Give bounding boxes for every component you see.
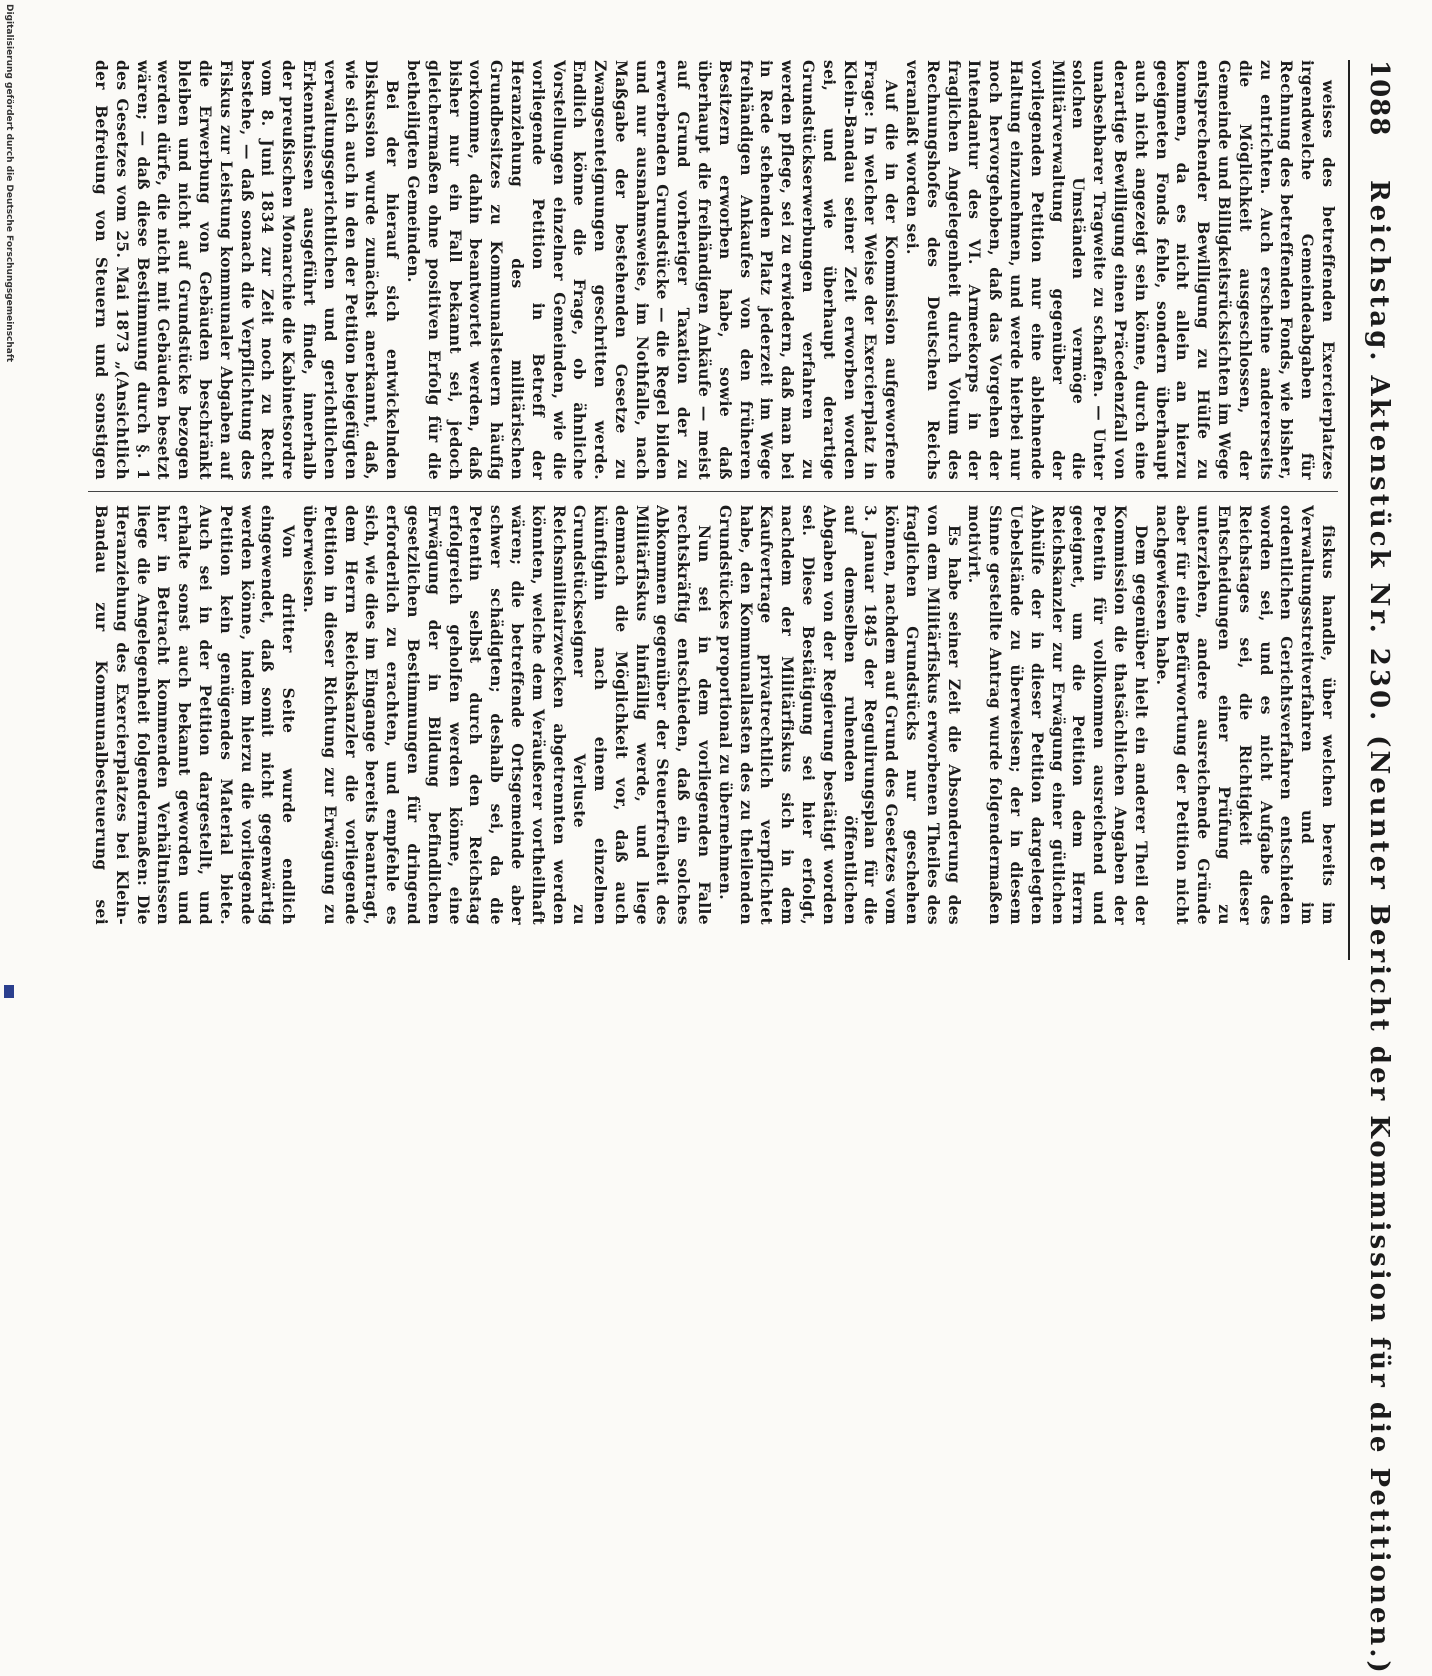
paragraph: Auf die in der Kommission aufgeworfene Frage: In welcher Weise der Exercierplatz in Klein-Bandau seiner Zeit erworben worden sei, und wie überhaupt derartige Grundstückserwerbungen verfahren zu werden pflege, sei zu erwiedern, daß man bei in Rede stehenden Platz jederzeit im Wege freihändigen Ankaufes von den früheren Besitzern erworben habe, sowie daß überhaupt die freihändigen Ankäufe — meist auf Grund vorheriger Taxation der zu erwerbenden Grundstücke — die Regel bilden und nur ausnahmsweise, im Nothfalle, nach Maßgabe der bestehenden Gesetze zu Zwangsenteignungen geschritten werde. Endlich könne die Frage, ob ähnliche Vorstellungen einzelner Gemeinden, wie die vorliegende Petition in Betreff der Heranziehung des militärischen Grundbesitzes zu Kommunalsteuern häufig vorkomme, dahin beantwortet werden, daß bisher nur ein Fall bekannt sei, jedoch gleichermaßen ohne positiven Erfolg für die betheiligten Gemeinden. [403,60,901,480]
page-header [1348,60,1400,1676]
paragraph: Nun sei in dem vorliegenden Falle rechtskräftig entschieden, daß ein solches Abkommen gegenüber der Steuerfreiheit des Militärfiskus hinfällig werde, und liege demnach die Möglichkeit vor, daß auch künftighin nach einem einzelnen Grundstückseigner Verluste zu Reichsmilitairzwecken abgetrennten werden könnten, welche dem Veräußerer vortheilhaft wären; die betreffende Ortsgemeinde aber schwer schädigten; deshalb sei, da die Petentin selbst durch den Reichstag erfolgreich geholfen werden könne, eine Erwägung der in Bildung befindlichen gesetzlichen Bestimmungen für dringend erforderlich zu erachten, und empfehle es sich, wie dies im Eingange bereits beantragt, dem Herrn Reichskanzler die vorliegende Petition in dieser Richtung zur Erwägung zu überweisen. [299,505,714,925]
paragraph: Bei der hierauf sich entwickelnden Diskussion wurde zunächst anerkannt, daß, wie sich auch in den der Petition beigefügten verwaltungsgerichtlichen und gerichtlichen Erkenntnissen ausgeführt finde, innerhalb der preußischen Monarchie die Kabinetsordre vom 8. Juni 1834 zur Zeit noch zu Recht bestehe, — daß sonach die Verpflichtung des Fiskus zur Leistung kommunaler Abgaben auf die Erwerbung von Gebäuden beschränkt bleiben und nicht auf Grundstücke bezogen werden dürfe, die nicht mit Gebäuden besetzt wären; — daß diese Bestimmung durch §. 1 des Gesetzes vom 25. Mai 1873 „(Ansichtlich der Befreiung von Steuern und sonstigen [91,60,402,480]
digitization-credit: Digitalisierung gefördert durch die Deutsche Forschungsgemeinschaft [4,4,14,363]
paragraph: Dem gegenüber hielt ein anderer Theil der Kommission die thatsächlichen Angaben der Petentin für vollkommen ausreichend und geeignet, um die Petition dem Herrn Reichskanzler zur Erwägung einer gütlichen Abhülfe der in dieser Petition dargelegten Uebelstände zu überweisen; der in diesem Sinne gestellte Antrag wurde folgendermaßen motivirt. [965,505,1150,925]
paragraph: weises des betreffenden Exercierplatzes irgendwelche Gemeindeabgaben für Rechnung des betreffenden Fonds, wie bisher, zu entrichten. Auch erscheine andererseits die Möglichkeit ausgeschlossen, der Gemeinde und Billigkeitsrücksichten im Wege entsprechender Bewilligung zu Hülfe zu kommen, da es nicht allein an hierzu geeigneten Fonds fehle, sondern überhaupt auch nicht angezeigt sein könne, durch eine derartige Bewilligung einen Präcedenzfall von unabsehbarer Tragweite zu schaffen. — Unter solchen Umständen vermöge die Militärverwaltung gegenüber der vorliegenden Petition nur eine ablehnende Haltung einzunehmen, und werde hierbei nur noch hervorgehoben, daß das Vorgehen der Intendantur des VI. Armeekorps in der fraglichen Angelegenheit durch Votum des Rechnungshofes des Deutschen Reichs veranlaßt worden sei. [903,60,1337,480]
column-divider [88,491,1338,492]
running-title: Reichstag. Aktenstück Nr. 230. (Neunter Bericht der Kommission für die Petitionen.) [1364,180,1394,1676]
paragraph: fiskus handle, über welchen bereits im Verwaltungsstreitverfahren und im ordentlichen Gerichtsverfahren entschieden worden sei, und es nicht Aufgabe des Reichstages sei, die Richtigkeit dieser Entscheidungen einer Prüfung zu unterziehen, andere ausreichende Gründe aber für eine Befürwortung der Petition nicht nachgewiesen habe. [1152,505,1337,925]
paragraph: Von dritter Seite wurde endlich eingewendet, daß somit nicht gegenwärtig werden könne, indem hierzu die vorliegende Petition kein genügendes Material biete. Auch sei in der Petition dargestellt, und erhalte sonst auch bekannt geworden und hier in Betracht kommenden Verhältnissen liege die Angelegenheit folgendermaßen: Die Heranziehung des Exercierplatzes bei Klein-Bandau zur Kommunalbesteuerung sei [91,505,298,925]
right-column [88,505,1338,925]
page-footer [0,0,14,1000]
dfg-logo-icon [4,985,14,998]
page-number: 1088 [1364,60,1394,137]
paragraph: Es habe seiner Zeit die Absonderung des von dem Militärfiskus erworbenen Theiles des fraglichen Grundstücks nur geschehen können, nachdem auf Grund des Gesetzes vom 3. Januar 1845 der Regulirungsplan für die auf demselben ruhenden öffentlichen Abgaben von der Regierung bestätigt worden sei. Diese Bestätigung sei hier erfolgt, nachdem der Militärfiskus sich in dem Kaufvertrage privatrechtlich verpflichtet habe, den Kommunallasten des zu theilenden Grundstückes proportional zu übernehmen. [715,505,963,925]
left-column [88,60,1338,480]
